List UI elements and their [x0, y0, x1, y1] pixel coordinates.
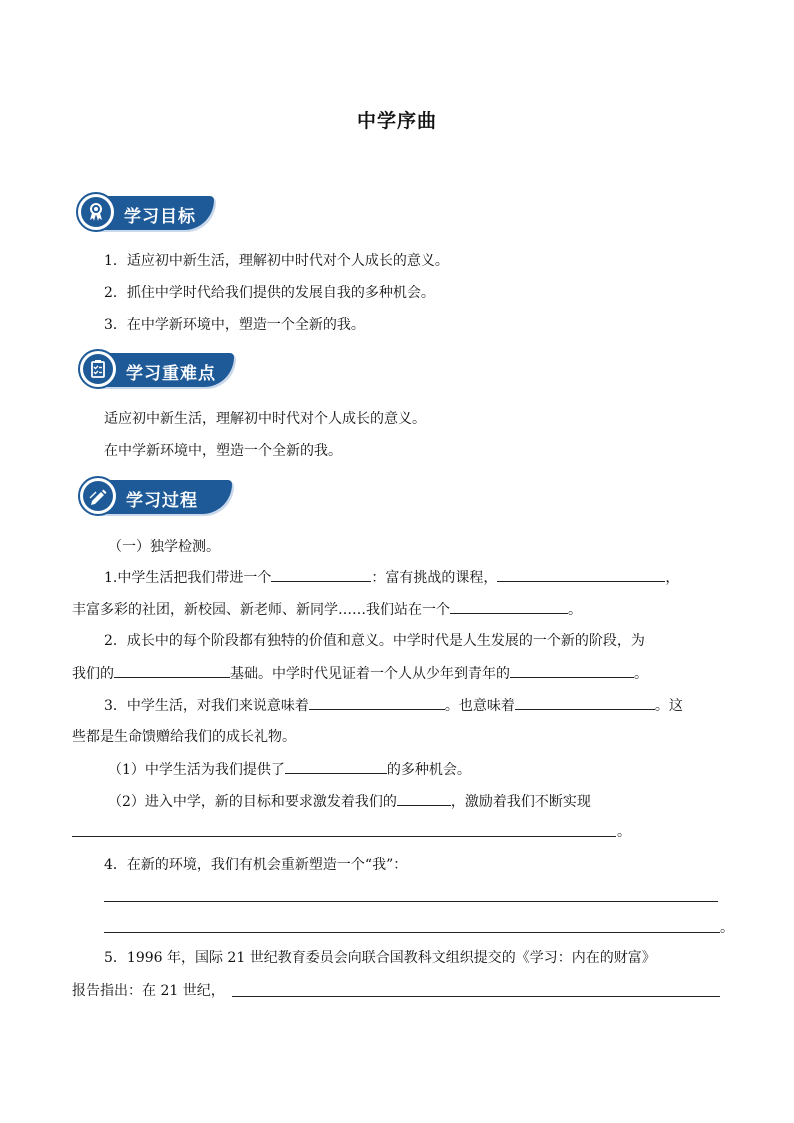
goal-item: 2．抓住中学时代给我们提供的发展自我的多种机会。 [104, 285, 435, 301]
question-4-end: 。 [720, 920, 734, 936]
page-title: 中学序曲 [356, 110, 437, 132]
question-5-line-2: 报告指出：在 21 世纪， [72, 983, 225, 999]
goal-item: 1．适应初中新生活，理解初中时代对个人成长的意义。 [104, 253, 449, 269]
question-3-line-2: 些都是生命馈赠给我们的成长礼物。 [72, 729, 296, 745]
answer-blank[interactable] [271, 567, 371, 582]
section-heading-key-points: 学习重难点 [126, 364, 216, 384]
answer-blank[interactable] [515, 695, 655, 710]
section-badge-key-points [80, 353, 234, 387]
section-heading-process: 学习过程 [126, 491, 198, 511]
question-3-2: （2）进入中学，新的目标和要求激发着我们的 ，激励着我们不断实现 [108, 791, 591, 812]
answer-line[interactable] [104, 901, 718, 902]
answer-line[interactable] [72, 836, 616, 837]
question-3-1: （1）中学生活为我们提供了 的多种机会。 [108, 759, 471, 780]
answer-line[interactable] [232, 996, 720, 997]
question-5-line-1: 5．1996 年，国际 21 世纪教育委员会向联合国教科文组织提交的《学习：内在的财富》 [104, 950, 656, 966]
answer-blank[interactable] [285, 759, 387, 774]
question-3-2-end: 。 [617, 824, 631, 840]
answer-blank[interactable] [497, 567, 665, 582]
answer-blank[interactable] [510, 663, 634, 678]
question-2-line-2: 我们的 基础。中学时代见证着一个人从少年到青年的 。 [72, 663, 648, 684]
answer-line[interactable] [104, 932, 720, 933]
answer-blank[interactable] [114, 663, 230, 678]
process-subheading: （一）独学检测。 [108, 539, 220, 555]
answer-blank[interactable] [397, 791, 451, 806]
question-4: 4．在新的环境，我们有机会重新塑造一个“我”： [104, 857, 408, 873]
question-3-line-1: 3．中学生活，对我们来说意味着 。也意味着 。这 [104, 695, 683, 716]
section-heading-goals: 学习目标 [124, 207, 196, 227]
section-badge-process [80, 480, 232, 514]
question-1-line-1: 1.中学生活把我们带进一个 ：富有挑战的课程， ， [104, 567, 679, 588]
question-1-line-2: 丰富多彩的社团，新校园、新老师、新同学……我们站在一个 。 [72, 599, 582, 620]
section-badge-goals [78, 196, 214, 230]
key-point-item: 适应初中新生活，理解初中时代对个人成长的意义。 [104, 411, 426, 427]
goal-item: 3．在中学新环境中，塑造一个全新的我。 [104, 317, 365, 333]
answer-blank[interactable] [309, 695, 445, 710]
answer-blank[interactable] [450, 599, 568, 614]
question-2-line-1: 2．成长中的每个阶段都有独特的价值和意义。中学时代是人生发展的一个新的阶段，为 [104, 633, 645, 649]
key-point-item: 在中学新环境中，塑造一个全新的我。 [104, 443, 342, 459]
